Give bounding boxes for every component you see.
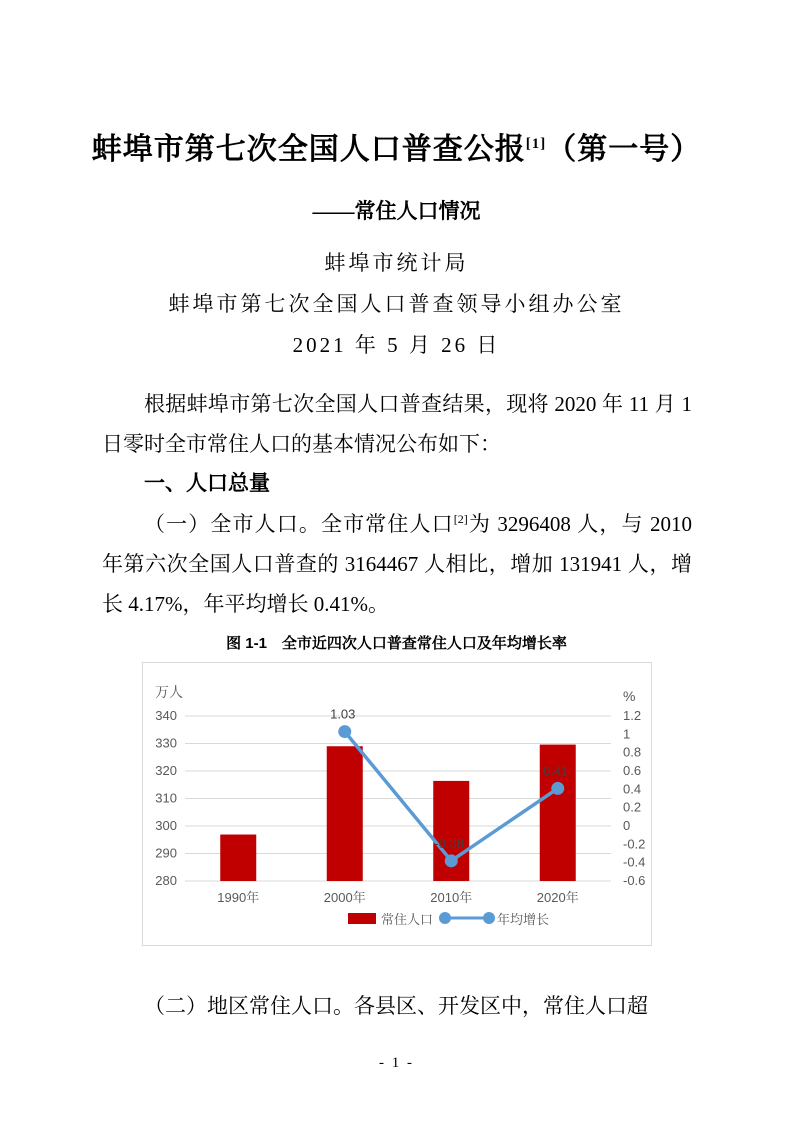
growth-point [444, 854, 457, 867]
right-axis-tick: 0.6 [622, 763, 641, 778]
left-axis-tick: 300 [154, 818, 177, 833]
left-axis-unit: 万人 [154, 684, 183, 700]
legend-bar-swatch [348, 913, 376, 924]
left-axis-tick: 320 [154, 763, 177, 778]
citywide-population-paragraph [102, 504, 692, 624]
growth-point [338, 725, 351, 738]
growth-data-label: -0.38 [433, 835, 464, 851]
x-axis-label: 1990年 [216, 890, 259, 905]
x-axis-label: 2020年 [536, 890, 579, 905]
figure-caption: 图 1-1 全市近四次人口普查常住人口及年均增长率 [226, 635, 567, 652]
title-issue-number: （第一号） [546, 133, 702, 166]
document-title [0, 0, 793, 172]
right-axis-tick: -0.6 [622, 873, 645, 888]
right-axis-tick: 0.2 [622, 799, 641, 815]
right-axis-tick: 1 [622, 726, 630, 742]
right-axis-tick: 1.2 [622, 708, 641, 723]
right-axis-tick: 0.8 [622, 744, 641, 760]
growth-data-label: 1.03 [329, 706, 355, 722]
left-axis-tick: 330 [154, 735, 177, 751]
section-heading-population-total: 一、人口总量 [144, 472, 270, 495]
legend-bar-label: 常住人口 [380, 912, 433, 927]
paragraph-text: 为 3296408 人，与 2010 年第六次全国人口普查的 3164467 人相比，增加 131941 人，增长 4.17%，年平均增长 0.41%。 [102, 512, 692, 616]
left-axis-tick: 290 [154, 845, 177, 861]
right-axis-unit: % [622, 688, 635, 704]
legend-line-dot [439, 912, 451, 924]
growth-point [551, 782, 564, 795]
chart-canvas [143, 663, 651, 945]
title-footnote-ref: [1] [525, 136, 547, 152]
region-population-paragraph: （二）地区常住人口。各县区、开发区中，常住人口超 [144, 994, 648, 1018]
paragraph-text: （一）全市人口。全市常住人口 [144, 512, 454, 536]
right-axis-tick: -0.2 [622, 836, 645, 852]
x-axis-label: 2010年 [429, 890, 472, 905]
population-bar [326, 746, 362, 881]
left-axis-tick: 280 [154, 873, 177, 888]
footnote-ref-2: [2] [453, 512, 468, 526]
growth-data-label: 0.41 [542, 763, 568, 779]
document-subtitle: ——常住人口情况 [312, 199, 481, 223]
population-bar [220, 835, 256, 881]
population-chart [142, 662, 652, 946]
legend-line-label: 年均增长 [496, 912, 549, 927]
page-number: - 1 - [379, 1055, 414, 1071]
right-axis-tick: 0.4 [622, 781, 641, 797]
legend-line-dot [483, 912, 495, 924]
publish-date: 2021 年 5 月 26 日 [292, 333, 501, 357]
right-axis-tick: 0 [622, 818, 630, 833]
issuing-agency: 蚌埠市统计局 [324, 251, 469, 275]
left-axis-tick: 310 [154, 790, 177, 806]
left-axis-tick: 340 [154, 708, 177, 723]
issuing-office: 蚌埠市第七次全国人口普查领导小组办公室 [168, 292, 625, 316]
title-text: 蚌埠市第七次全国人口普查公报 [91, 133, 526, 166]
intro-paragraph: 根据蚌埠市第七次全国人口普查结果，现将 2020 年 11 月 1 日零时全市常住人口的基本情况公布如下： [102, 392, 693, 456]
x-axis-label: 2000年 [323, 890, 366, 905]
right-axis-tick: -0.4 [622, 854, 645, 870]
